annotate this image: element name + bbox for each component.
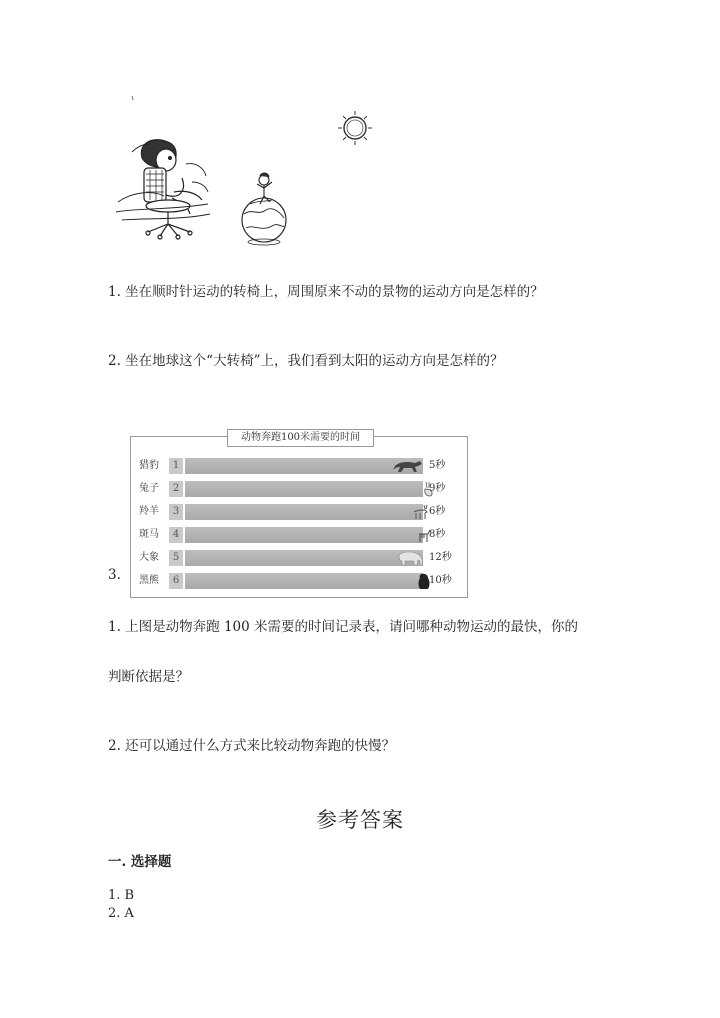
answer-key-title: 参考答案 [316,808,404,832]
time-bar [185,458,423,474]
animal-running-time-table [130,432,468,598]
sun-icon [338,111,372,145]
row-index: 6 [169,573,183,589]
swivel-chair-earth-illustration [112,92,402,252]
question-3-2: 2. 还可以通过什么方式来比较动物奔跑的快慢？ [108,738,396,754]
time-label: 9秒 [429,483,446,494]
time-bar [185,527,423,543]
question-3-1-line1: 1. 上图是动物奔跑 100 米需要的时间记录表，请问哪种动物运动的最快，你的 [108,619,579,635]
cheetah-icon [393,457,423,475]
time-bar [185,481,423,497]
row-index: 5 [169,550,183,566]
row-index: 2 [169,481,183,497]
question-3-1-line2: 判断依据是？ [108,669,189,685]
answer-item: 2. A [108,906,134,921]
table-row [131,572,467,590]
animal-name: 黑熊 [139,575,159,586]
table-row [131,503,467,521]
section-title: 一. 选择题 [108,854,172,870]
time-bar [185,573,423,589]
child-on-globe [242,173,286,245]
animal-name: 斑马 [139,529,159,540]
animal-name: 兔子 [139,483,159,494]
time-bar [185,550,423,566]
time-label: 5秒 [429,460,446,471]
row-index: 1 [169,458,183,474]
time-label: 12秒 [429,552,452,563]
time-bar [185,504,423,520]
animal-name: 猎豹 [139,460,159,471]
row-index: 3 [169,504,183,520]
table-row [131,480,467,498]
time-label: 6秒 [429,506,446,517]
table-row [131,549,467,567]
animal-name: 羚羊 [139,506,159,517]
question-1: 1. 坐在顺时针运动的转椅上，周围原来不动的景物的运动方向是怎样的？ [108,284,544,300]
question-2: 2. 坐在地球这个“大转椅”上，我们看到太阳的运动方向是怎样的？ [108,353,504,369]
elephant-icon [395,549,425,567]
child-on-swivel-chair [116,140,210,239]
question-3-number: 3. [108,567,121,583]
table-row [131,526,467,544]
row-index: 4 [169,527,183,543]
table-row [131,457,467,475]
answer-item: 1. B [108,888,135,903]
animal-name: 大象 [139,552,159,563]
time-label: 8秒 [429,529,446,540]
table-title: 动物奔跑100米需要的时间 [227,429,374,447]
time-label: 10秒 [429,575,452,586]
